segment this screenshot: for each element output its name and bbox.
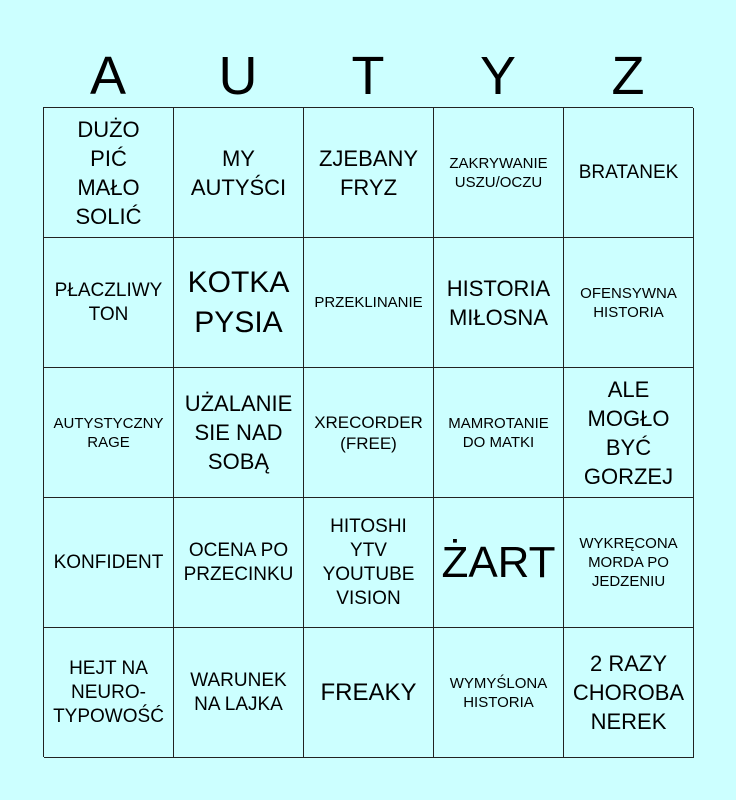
header-letter-z: Z xyxy=(611,46,645,106)
header-letter-y: Y xyxy=(479,46,517,106)
bingo-cell-r3-c0[interactable]: KONFIDENT xyxy=(44,498,174,628)
header-letter-u: U xyxy=(218,46,258,106)
bingo-cell-r3-c2[interactable]: HITOSHI YTV YOUTUBE VISION xyxy=(304,498,434,628)
bingo-cell-r0-c0[interactable]: DUŻO PIĆ MAŁO SOLIĆ xyxy=(44,108,174,238)
bingo-cell-r1-c3[interactable]: HISTORIA MIŁOSNA xyxy=(434,238,564,368)
bingo-header xyxy=(43,44,693,108)
bingo-cell-r1-c4[interactable]: OFENSYWNA HISTORIA xyxy=(564,238,694,368)
bingo-cell-r4-c1[interactable]: WARUNEK NA LAJKA xyxy=(174,628,304,758)
bingo-cell-r1-c1[interactable]: KOTKA PYSIA xyxy=(174,238,304,368)
bingo-cell-r2-c3[interactable]: MAMROTANIE DO MATKI xyxy=(434,368,564,498)
bingo-cell-r0-c1[interactable]: MY AUTYŚCI xyxy=(174,108,304,238)
bingo-cell-r2-c0[interactable]: AUTYSTYCZNY RAGE xyxy=(44,368,174,498)
bingo-cell-r3-c4[interactable]: WYKRĘCONA MORDA PO JEDZENIU xyxy=(564,498,694,628)
header-letter-t: T xyxy=(351,46,385,106)
header-letter-a: A xyxy=(89,46,127,106)
bingo-cell-r4-c0[interactable]: HEJT NA NEURO- TYPOWOŚĆ xyxy=(44,628,174,758)
bingo-cell-r2-c1[interactable]: UŻALANIE SIE NAD SOBĄ xyxy=(174,368,304,498)
bingo-cell-r1-c2[interactable]: PRZEKLINANIE xyxy=(304,238,434,368)
bingo-cell-r0-c3[interactable]: ZAKRYWANIE USZU/OCZU xyxy=(434,108,564,238)
bingo-cell-r4-c4[interactable]: 2 RAZY CHOROBA NEREK xyxy=(564,628,694,758)
bingo-cell-r0-c2[interactable]: ZJEBANY FRYZ xyxy=(304,108,434,238)
bingo-cell-r1-c0[interactable]: PŁACZLIWY TON xyxy=(44,238,174,368)
bingo-cell-r4-c2[interactable]: FREAKY xyxy=(304,628,434,758)
bingo-cell-r2-c4[interactable]: ALE MOGŁO BYĆ GORZEJ xyxy=(564,368,694,498)
bingo-cell-r3-c3[interactable]: ŻART xyxy=(434,498,564,628)
bingo-cell-r2-c2[interactable]: XRECORDER (FREE) xyxy=(304,368,434,498)
bingo-cell-r4-c3[interactable]: WYMYŚLONA HISTORIA xyxy=(434,628,564,758)
bingo-cell-r3-c1[interactable]: OCENA PO PRZECINKU xyxy=(174,498,304,628)
bingo-board xyxy=(43,107,693,757)
bingo-cell-r0-c4[interactable]: BRATANEK xyxy=(564,108,694,238)
